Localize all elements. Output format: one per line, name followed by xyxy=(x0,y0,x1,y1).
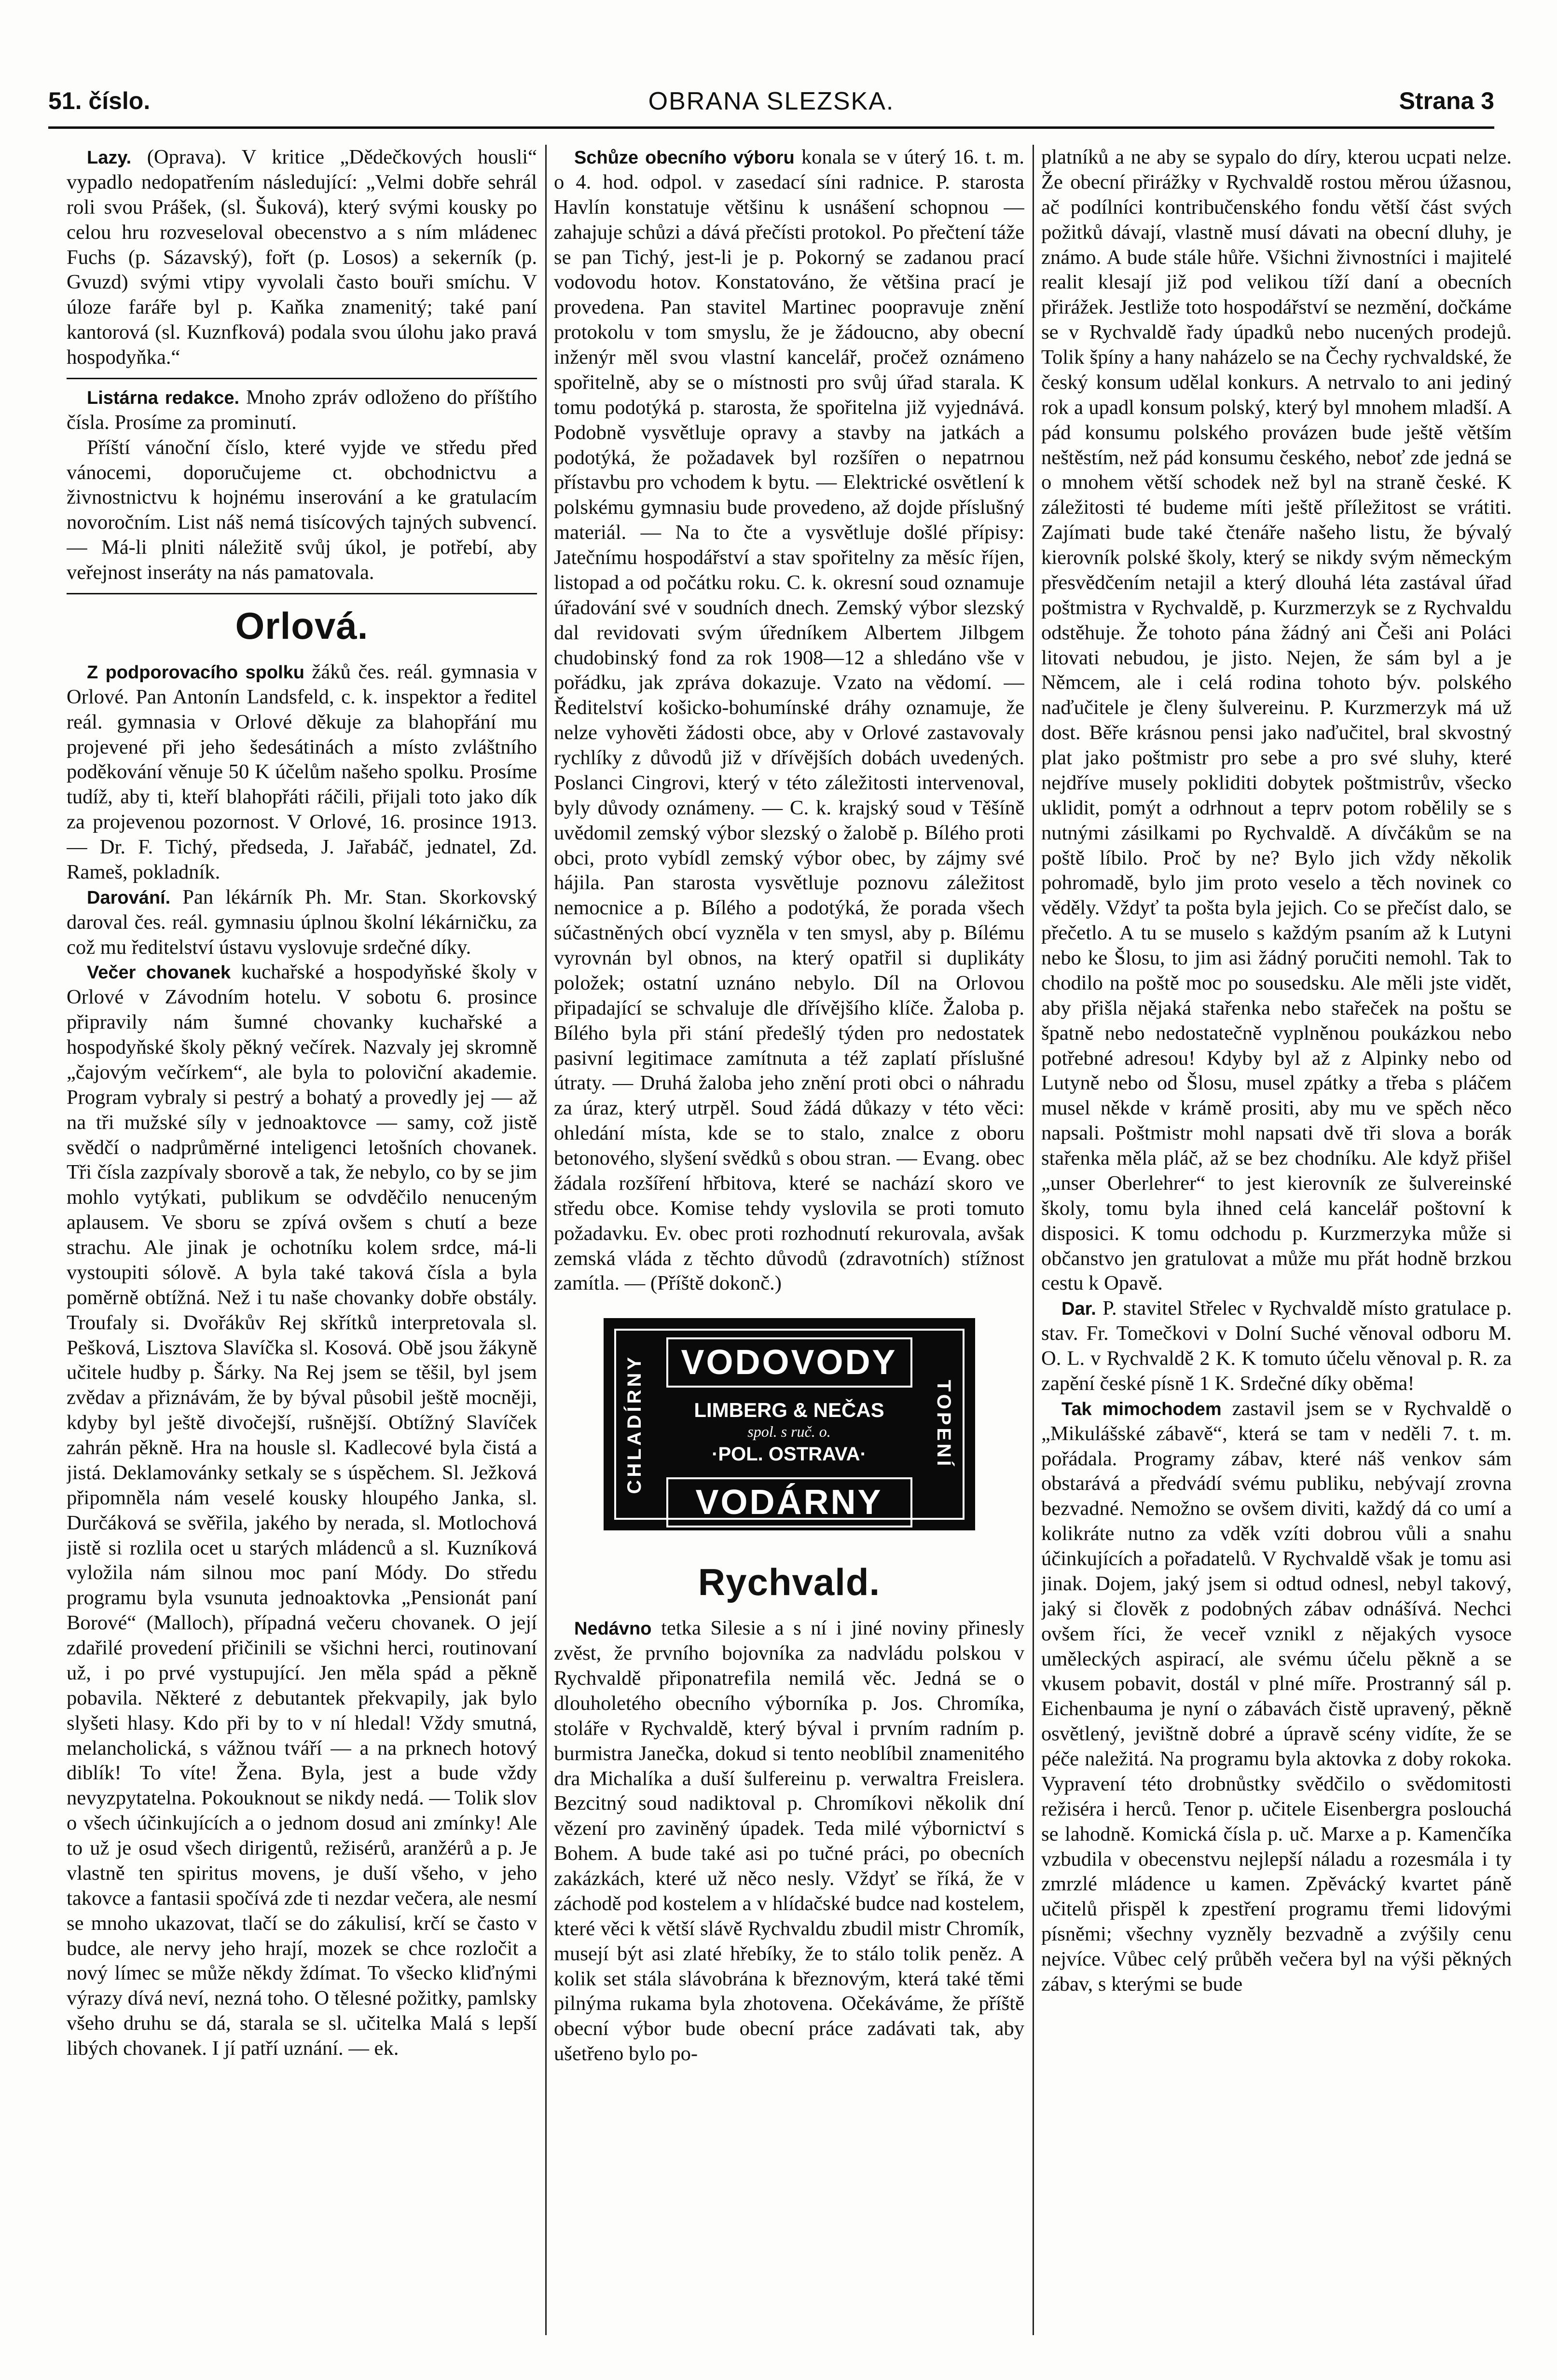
newspaper-title: OBRANA SLEZSKA. xyxy=(648,87,895,115)
article-listarna: Listárna redakce. Mnoho zpráv odloženo do příštího čísla. Prosíme za prominutí. xyxy=(67,385,537,434)
article-mimochodem: Tak mimochodem zastavil jsem se v Rychvaldě o „Mikulášské zábavě“, která se tam v neděli 7. t. m. pořádala. Programy zábav, které náš venkov sám obstarává a předvádí svému publiku, nebývají zrovna bezvadné. Nemožno se ovšem diviti, každý dá co umí a kolikráte nutno za vděk vzíti dobrou vůli a snahu účinkujících a pořadatelů. V Rychvaldě však je tomu asi jinak. Dojem, jaký jsem si odtud odnesl, nebyl takový, jaký si člověk z podobných zábav odnášívá. Nechci ovšem říci, že veceř vznikl z nějakých vysoce uměleckých aspirací, ale svému účelu pěkně a se vkusem pobavit, dostál v plné míře. Prostranný sál p. Eichenbauma je nyní o zábavách čistě upravený, pěkně osvětlený, jevištně dobré a úpravě scény vidíte, že se péče naležitá. Na programu byla aktovka z doby rokoka. Vypravení této drobnůstky svědčilo o svědomitosti režiséra i herců. Tenor p. učitele Eisenbergra poslouchá se lahodně. Komická čísla p. uč. Marxe a p. Kamenčíka vzbudila v obecenstvu nejlepší náladu a rozesmála i ty zmrzlé mládence u kamen. Zpěvácký kvartet páně učitelů přispěl k zpestření programu třemi lidovými písněmi; všechny vyzněly bezvadně a zvýšily cenu nejvíce. Vůbec celý průběh večera byl na výši pěkných zábav, s kterými se bude xyxy=(1041,1397,1512,1995)
article-podporovaci-spolek: Z podporovacího spolku žáků čes. reál. gymnasia v Orlové. Pan Antonín Landsfeld, c. k. inspektor a ředitel reál. gymnasia v Orlové děkuje za blahopřání mu projevené při jeho šedesátinách a místo zvláštního poděkování věnuje 50 K účelům našeho spolku. Prosíme tudíž, aby ti, kteří blahopřáti ráčili, přijali toto jako dík za projevenou pozornost. V Orlové, 16. prosince 1913. — Dr. F. Tichý, předseda, J. Jařabáč, jednatel, Zd. Rameš, pokladník. xyxy=(67,660,537,883)
article-darovani: Darování. Pan lékárník Ph. Mr. Stan. Skorkovský daroval čes. reál. gymnasiu úplnou školní lékárničku, za což mu ředitelství ústavu vyslovuje srdečné díky. xyxy=(67,885,537,959)
header-rule xyxy=(48,126,1494,129)
ad-side-right: TOPENÍ xyxy=(933,1380,954,1469)
column-2 xyxy=(554,145,1024,2335)
page-header xyxy=(48,87,1494,125)
ad-side-left: CHLADÍRNY xyxy=(624,1354,646,1495)
advertisement-limberg-necas xyxy=(604,1318,975,1530)
ad-headline-bottom: VODÁRNY xyxy=(666,1477,912,1527)
article-dar: Dar. P. stavitel Střelec v Rychvaldě místo gratulace p. stav. Fr. Tomečkovi v Dolní Suché věnoval odboru M. O. L. v Rychvaldě 2 K. K tomuto účelu věnoval p. R. za zapění české písně 1 K. Srdečné díky oběma! xyxy=(1041,1297,1512,1395)
article-lazy: Lazy. (Oprava). V kritice „Dědečkových housli“ vypadlo nedopatřením následující: „Velmi dobře sehrál roli svou Prášek, (sl. Šuková), který svými kousky po celou hru rozveseloval obecenstvo a s ním mládenec Fuchs (p. Sázavský), fořt (p. Losos) a sekerník (p. Gvuzd) svými vtipy vyvolali často bouři smíchu. V úloze faráře byl p. Kaňka znamenitý; také paní kantorová (sl. Kuznfková) podala svou úlohu jako pravá hospodyňka.“ xyxy=(67,146,537,369)
article-schuze-vyboru: Schůze obecního výboru konala se v úterý 16. t. m. o 4. hod. odpol. v zasedací síni radnice. P. starosta Havlín konstatuje většinu k usnášení schopnou — zahajuje schůzi a dává přečísti protokol. Po přečtení táže se pan Tichý, jest-li je p. Pokorný se zadanou prací vodovodu hotov. Konstatováno, že většina prací je provedena. Pan stavitel Martinec poopravuje znění protokolu v tom smyslu, že je žádoucno, aby obecní inženýr měl svou vlastní kancelář, pročež oznámeno spořitelně, aby se o místnosti pro svůj úřad starala. K tomu podotýká p. starosta, že spořitelna již vyjednává. Podobně vysvětluje opravy a stavby na jatkách a podotýká, že požadavek byl rozšířen o nepatrnou přístavbu pro vchodem k bytu. — Elektrické osvětlení k polskému gymnasiu bude provedeno, až dojde příslušný materiál. — Na to čte a vysvětluje došlé přípisy: Jatečnímu hospodářství a stav spořitelny za měsíc říjen, listopad a od počátku roku. C. k. okresní soud oznamuje úřadování své v soudních dnech. Zemský výbor slezský dal revidovati svým úředníkem Albertem Jilbgem chudobinský fond za rok 1908—12 a shledáno vše v pořádku, jak zpráva dokazuje. Vzato na vědomí. — Ředitelství košicko-bohumínské dráhy oznamuje, že nelze vyhověti žádosti obce, aby v Orlové zastavovaly rychlíky z důvodů již v dřívějších dobách uvedených. Poslanci Cingrovi, který v této záležitosti intervenoval, byly důvody oznámeny. — C. k. krajský soud v Těšíně uvědomil zemský výbor slezský o žalobě p. Bílého proti obci, proto vybídl zemský výbor obec, by zájmy své hájila. Pan starosta vysvětluje poznovu záležitost nemocnice a p. Bílého a podotýká, že porada všech súčastněných obcí vyzněla v ten smysl, aby p. Bílému vyrovnán byl obnos, na který opatřil si duplikáty položek; ostatní uznáno nebylo. Díl na Orlovou připadající se schvaluje dle dřívějšího klíče. Žaloba p. Bílého byla při stání předešlý týden pro nedostatek pasivní legitimace zamítnuta a též zaplatí příslušné útraty. — Druhá žaloba jeho znění proti obci o náhradu za úraz, který utrpěl. Soud žádá důkazy v této věci: ohledání místa, kde se to stalo, znalce z oboru betonového, slyšení svědků s obou stran. — Evang. obec žádala rozšíření hřbitova, které se nachází skoro ve středu obce. Komise tehdy vyslovila se proti tomuto požadavku. Ev. obec proti rozhodnutí rekurovala, avšak zemská vláda z těchto důvodů (zdravotních) stížnost zamítla. — (Příště dokonč.) xyxy=(554,146,1024,1295)
article-nedavno-continued: platníků a ne aby se sypalo do díry, kterou ucpati nelze. Že obecní přirážky v Rychvaldě rostou měrou úžasnou, ač podílníci kontribučenského fondu větší část svých požitků dávají, vlastně musí dávati na obecní dluhy, je známo. A bude stále hůře. Všichni živnostníci i majitelé realit klesají již pod velikou tíží daní a obecních přirážek. Jestliže toto hospodářství se nezmění, dočkáme se v Rychvaldě řady úpadků nebo nucených prodejů. Tolik špíny a hany naházelo se na Čechy rychvaldské, že český konsum udělal konkurs. A netrvalo to ani jediný rok a upadl konsum polský, který byl mnohem mladší. A pád konsumu polského provázen bude ještě větším neštěstím, než pád konsumu českého, neboť zde jedná se o mnohem větší schodek než byl na straně české. K záležitosti té budeme míti ještě příležitost se vrátiti. Zajímati bude také čtenáře našeho listu, že bývalý kierovník polské školy, který se nikdy svým německým přesvědčením netajil a který dlouhá léta zastával úřad poštmistra v Rychvaldě, p. Kurzmerzyk se z Rychvaldu odstěhuje. Že tohoto pána žádný ani Češi ani Poláci litovati nebudou, je jisto. Nejen, že sám byl a je Němcem, ale i celá rodina tohoto býv. polského naďučitele je členy šulvereinu. P. Kurzmerzyk má už dost. Běře krásnou pensi jako naďučitel, bral skvostný plat jako poštmistr pro sebe a pro své sluhy, které nejdříve musely pokliditi dobytek poštmistrův, všecko uklidit, pomýt a odrhnout a teprv potom robělily se s nutnými zásilkami po Rychvaldě. A dívčákům se na poště líbilo. Proč by ne? Bylo jich vždy několik pohromadě, bylo jim proto veselo a těch novinek co věděly. Vždyť ta pošta byla jejich. Co se přečíst dalo, se přečetlo. A tu se muselo s každým psaním až k Lutyni nebo ke Šlosu, to jim asi žádný poručiti nemohl. Tak to chodilo na poště moc po sousedsku. Ale měli jste vidět, aby přišla nějaká stařenka nebo stařeček na poštu se špatně nebo nedostatečně vyplněnou poukázkou nebo potřebné adresou! Kdyby byl až z Alpinky nebo od Lutyně nebo od Šlosu, musel zpátky a třeba s pláčem musel někde v krámě prositi, aby mu ve spěch něco napsali. Poštmistr mohl napsati dvě tři slova a borák stařenka měla pláč, až se bez chodníku. Ale když přišel „unser Oberlehrer“ to jest kierovník ze šulvereinské školy, tomu byla ihned celá kancelář poštovní k disposici. K tomu odchodu p. Kurzmerzyka může si občanstvo jen gratulovat a může mu přát hodně brzkou cestu k Opavě. xyxy=(1041,146,1512,1295)
column-divider xyxy=(1033,145,1034,2335)
column-divider xyxy=(545,145,547,2335)
column-1 xyxy=(67,145,537,2335)
column-3 xyxy=(1041,145,1512,2335)
section-divider xyxy=(67,593,537,594)
ad-city: ·POL. OSTRAVA· xyxy=(712,1444,867,1465)
article-vecer-chovanek: Večer chovanek kuchařské a hospodyňské školy v Orlové v Závodním hotelu. V sobotu 6. prosince připravily nám šumné chovanky kuchařské a hospodyňské školy pěkný večírek. Nazvaly jej skromně „čajovým večírkem“, ale byla to poloviční akademie. Program vybraly si pestrý a bohatý a provedly jej — až na tři mužské síly v jednoaktovce — samy, což jistě svědčí o nadprůměrné inteligenci letošních chovanek. Tři čísla zazpívaly sborově a tak, že nebylo, co by se jim mohlo vytýkati, publikum se odvděčilo nenuceným aplausem. Ve sboru se zpívá ovšem s chutí a beze strachu. Ale jinak je ochotníku kolem srdce, má-li vystoupiti sólově. A byla také taková čísla a byla poměrně obtížná. Než i tu naše chovanky dobře obstály. Troufaly si. Dvořákův Rej skřítků interpretovala sl. Pešková, Lisztova Slavíčka sl. Kosová. Obě jsou žákyně učitele hudby p. Šárky. Na Rej jsem se těšil, byl jsem zvědav a přiznávám, že by býval působil ještě mocněji, kdyby byl ještě divočejší, rušnější. Obtížný Slavíček zahrán pěkně. Hra na housle sl. Kadlecové byla čistá a jistá. Deklamovánky setkaly se s úspěchem. Sl. Ježková připomněla nám veselé kousky hloupého Janka, sl. Durčáková se svěřila, jakého by nerada, sl. Motlochová jistě si rozlila ocet u starých mládenců a sl. Kuzníková vyložila nám silnou moc paní Módy. Do středu programu byla vsunuta jednoaktovka „Pensionát paní Borové“ (Malloch), případná večeru chovanek. O její zdařilé provedení přičinili se všichni herci, routinovaní už, i po prvé vystupující. Jen měla spád a pěkně pobavila. Některé z debutantek překvapily, jak bylo slyšeti hlasy. Kdo při by to v ní hledal! Vždy smutná, melancholická, s vážnou tváří — a na prknech hotový diblík! To víte! Žena. Byla, jest a bude vždy nevyzpytatelna. Pokouknout se nikdy nedá. — Tolik slov o všech účinkujících a o jednom dosud ani zmínky! Ale to už je osud všech dirigentů, režisérů, aranžérů a p. Je vlastně ten spiritus movens, je duší všeho, v jeho takovce a fantasii spočívá zde ti nezdar večera, ale nesmí se mnoho ukazovat, tlačí se do zákulisí, krčí se často v budce, ale nervy jeho hrají, mozek se chce rozločit a nový límec se může někdy ždímat. To všecko kliďnými výrazy dívá neví, nezná toho. O tělesné požitky, pamlsky všeho druhu se dá, starala se sl. učitelka Malá s lepší libých chovanek. I jí patří uznání. — ek. xyxy=(67,961,537,2060)
page-number: Strana 3 xyxy=(1399,87,1494,114)
ad-headline-top: VODOVODY xyxy=(666,1337,912,1388)
article-vanocni-cislo: Příští vánoční číslo, které vyjde ve středu před vánocemi, doporučujeme ct. obchodnictvu a živnostnictvu k hojnému inserování a ke gratulacím novoročním. List náš nemá tisícových tajných subvencí. — Má-li plniti náležitě svůj úkol, je potřebí, aby veřejnost inseráty na nás pamatovala. xyxy=(67,436,537,584)
article-divider xyxy=(67,378,537,379)
article-nedavno: Nedávno tetka Silesie a s ní i jiné noviny přinesly zvěst, že prvního bojovníka za nadvládu polskou v Rychvaldě připonatrefila nemilá věc. Jedná se o dlouholetého obecního výborníka p. Jos. Chromíka, stoláře v Rychvaldě, který býval i prvním radním p. burmistra Janečka, dokud si tento neoblíbil znamenitého dra Michalíka a duší šulfereinu p. verwaltra Freislera. Bezcitný soud nadiktoval p. Chromíkovi několik dní vězení pro zaviněný úpadek. Teda milé výbornictví s Bohem. A bude také asi po tučné práci, po obecních zakázkách, které už něco nesly. Vždyť se říká, že v záchodě pod kostelem a v hlídačské budce nad kostelem, které věci k větší slávě Rychvaldu zbudil mistr Chromík, musejí být asi zlaté hřebíky, že to stálo tolik peněz. A kolik set stála slávobrána k březnovým, která také těmi pilnýma rukama byla zhotovena. Očekáváme, že příště obecní výbor bude obecní práce zadávati tak, aby ušetřeno bylo po- xyxy=(554,1617,1024,2065)
issue-number: 51. číslo. xyxy=(48,87,151,114)
ad-firm-name: LIMBERG & NEČAS xyxy=(694,1399,884,1422)
section-heading-rychvald: Rychvald. xyxy=(698,1561,881,1604)
ad-company-type: spol. s ruč. o. xyxy=(747,1423,831,1441)
ad-center xyxy=(666,1337,912,1522)
author-sign: — ek. xyxy=(348,2037,399,2060)
section-heading-orlova: Orlová. xyxy=(235,604,369,647)
